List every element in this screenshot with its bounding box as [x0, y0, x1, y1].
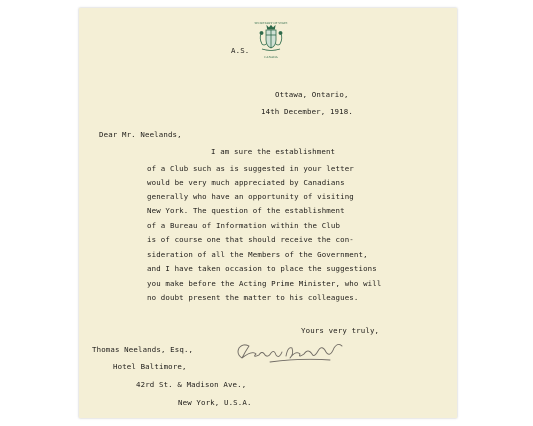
- body-line: of a Club such as is suggested in your letter: [147, 164, 354, 173]
- address-line: Hotel Baltimore,: [113, 362, 187, 371]
- letter-place: Ottawa, Ontario,: [275, 90, 349, 99]
- crest-caption-bottom: CANADA: [264, 55, 278, 59]
- body-line: generally who have an opportunity of visiting: [147, 192, 354, 201]
- crest-caption-top: SECRETARY OF STATE: [254, 21, 288, 25]
- letter-page: [79, 8, 457, 418]
- letterhead-initials: A.S.: [231, 46, 250, 55]
- body-line: is of course one that should receive the con-: [147, 235, 354, 244]
- coat-of-arms-icon: [257, 24, 285, 54]
- address-line: 42rd St. & Madison Ave.,: [136, 380, 247, 389]
- body-line: sideration of all the Members of the Government,: [147, 250, 368, 259]
- body-line: I am sure the establishment: [211, 147, 336, 156]
- body-line: you make before the Acting Prime Minister, who will: [147, 279, 382, 288]
- body-line: New York. The question of the establishment: [147, 206, 345, 215]
- body-line: would be very much appreciated by Canadians: [147, 178, 345, 187]
- address-line: New York, U.S.A.: [178, 398, 252, 407]
- body-line: of a Bureau of Information within the Club: [147, 221, 341, 230]
- body-line: no doubt present the matter to his colleagues.: [147, 293, 359, 302]
- body-line: and I have taken occasion to place the suggestions: [147, 264, 377, 273]
- address-line: Thomas Neelands, Esq.,: [92, 345, 194, 354]
- letter-date: 14th December, 1918.: [261, 107, 353, 116]
- salutation: Dear Mr. Neelands,: [99, 130, 182, 139]
- handwritten-signature: [230, 336, 350, 366]
- closing: Yours very truly,: [301, 326, 380, 335]
